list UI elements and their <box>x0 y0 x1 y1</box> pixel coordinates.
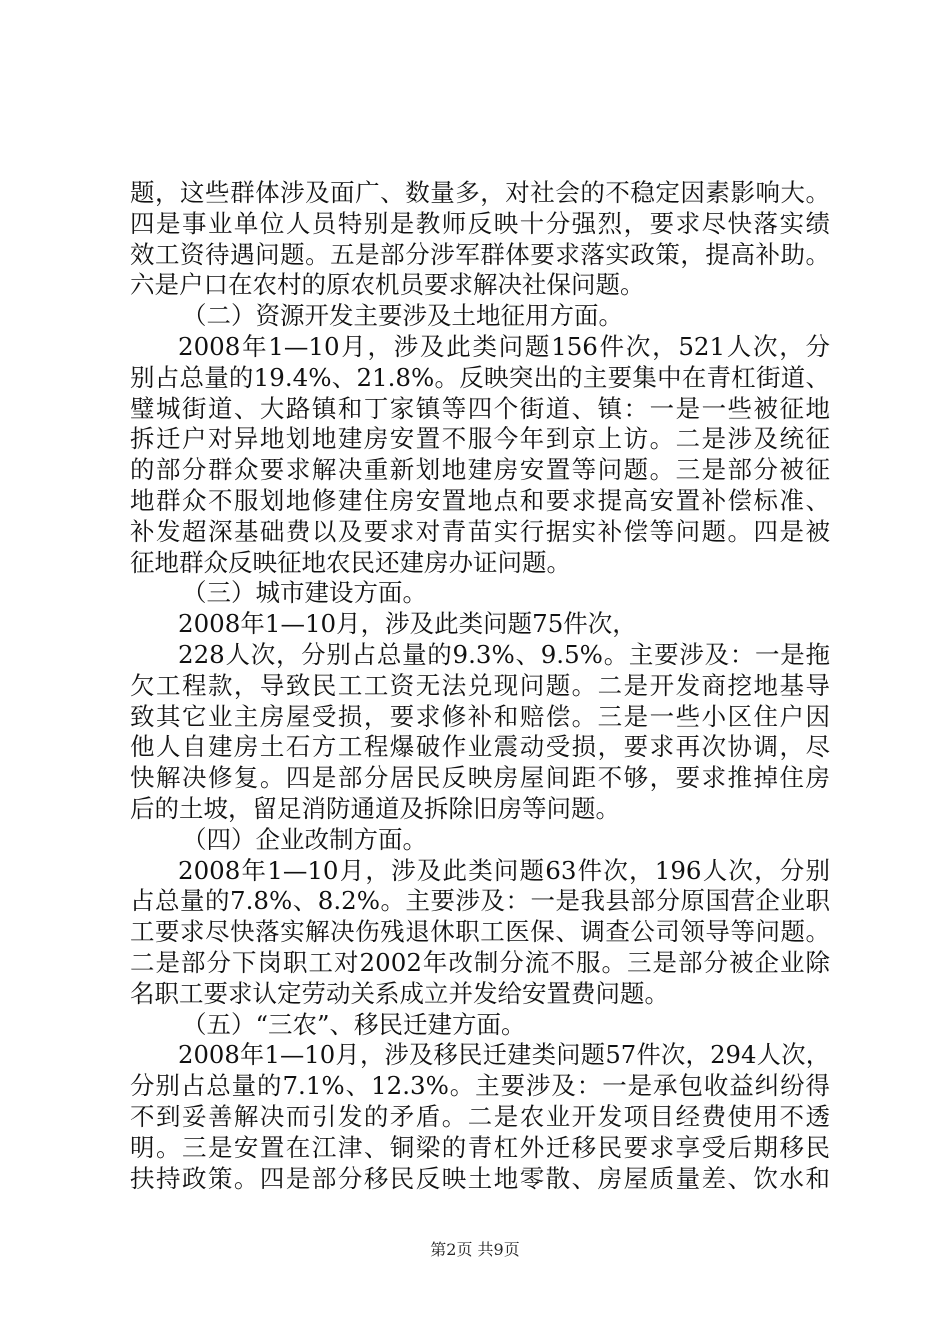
text-line: 征地群众反映征地农民还建房办证问题。 <box>130 547 571 577</box>
text-line: 228人次，分别占总量的9.3%、9.5%。主要涉及：一是拖 <box>178 639 830 669</box>
body-text <box>130 178 830 1194</box>
text-line: 地群众不服划地修建住房安置地点和要求提高安置补偿标准、 <box>130 485 830 515</box>
text-line: 占总量的7.8%、8.2%。主要涉及：一是我县部分原国营企业职 <box>130 886 830 916</box>
text-line: 2008年1—10月，涉及此类问题156件次，521人次，分 <box>178 331 830 361</box>
text-line: 分别占总量的7.1%、12.3%。主要涉及：一是承包收益纠纷得 <box>130 1071 830 1101</box>
text-line: 效工资待遇问题。五是部分涉军群体要求落实政策，提高补助。 <box>130 239 830 269</box>
text-line: （三）城市建设方面。 <box>182 578 427 608</box>
text-line: 拆迁户对异地划地建房安置不服今年到京上访。二是涉及统征 <box>130 424 830 454</box>
text-line: 璧城街道、大路镇和丁家镇等四个街道、镇：一是一些被征地 <box>130 393 830 423</box>
text-line: 扶持政策。四是部分移民反映土地零散、房屋质量差、饮水和 <box>130 1163 830 1193</box>
text-line: （二）资源开发主要涉及土地征用方面。 <box>182 301 623 331</box>
text-line: 工要求尽快落实解决伤残退休职工医保、调查公司领导等问题。 <box>130 917 830 947</box>
text-line: 名职工要求认定劳动关系成立并发给安置费问题。 <box>130 978 669 1008</box>
text-line: （五）“三农”、移民迁建方面。 <box>182 1009 526 1039</box>
text-line: 2008年1—10月，涉及移民迁建类问题57件次，294人次， <box>178 1040 830 1070</box>
text-line: 的部分群众要求解决重新划地建房安置等问题。三是部分被征 <box>130 455 830 485</box>
text-line: 六是户口在农村的原农机员要求解决社保问题。 <box>130 270 645 300</box>
text-line: 欠工程款，导致民工工资无法兑现问题。二是开发商挖地基导 <box>130 670 830 700</box>
text-line: 明。三是安置在江津、铜梁的青杠外迁移民要求享受后期移民 <box>130 1132 830 1162</box>
text-line: 别占总量的19.4%、21.8%。反映突出的主要集中在青杠街道、 <box>130 362 830 392</box>
page-footer: 第2页 共9页 <box>430 1240 520 1259</box>
text-line: 不到妥善解决而引发的矛盾。二是农业开发项目经费使用不透 <box>130 1101 830 1131</box>
text-line: 补发超深基础费以及要求对青苗实行据实补偿等问题。四是被 <box>130 516 830 546</box>
text-line: 二是部分下岗职工对2002年改制分流不服。三是部分被企业除 <box>130 947 830 977</box>
text-line: 致其它业主房屋受损，要求修补和赔偿。三是一些小区住户因 <box>130 701 830 731</box>
text-line: 2008年1—10月，涉及此类问题75件次， <box>178 609 637 639</box>
text-line: 后的土坡，留足消防通道及拆除旧房等问题。 <box>130 793 620 823</box>
text-line: 2008年1—10月，涉及此类问题63件次，196人次，分别 <box>178 855 830 885</box>
text-line: （四）企业改制方面。 <box>182 824 427 854</box>
text-line: 快解决修复。四是部分居民反映房屋间距不够，要求推掉住房 <box>130 763 830 793</box>
text-line: 四是事业单位人员特别是教师反映十分强烈，要求尽快落实绩 <box>130 208 830 238</box>
text-line: 他人自建房土石方工程爆破作业震动受损，要求再次协调，尽 <box>130 732 830 762</box>
text-line: 题，这些群体涉及面广、数量多，对社会的不稳定因素影响大。 <box>130 178 830 207</box>
